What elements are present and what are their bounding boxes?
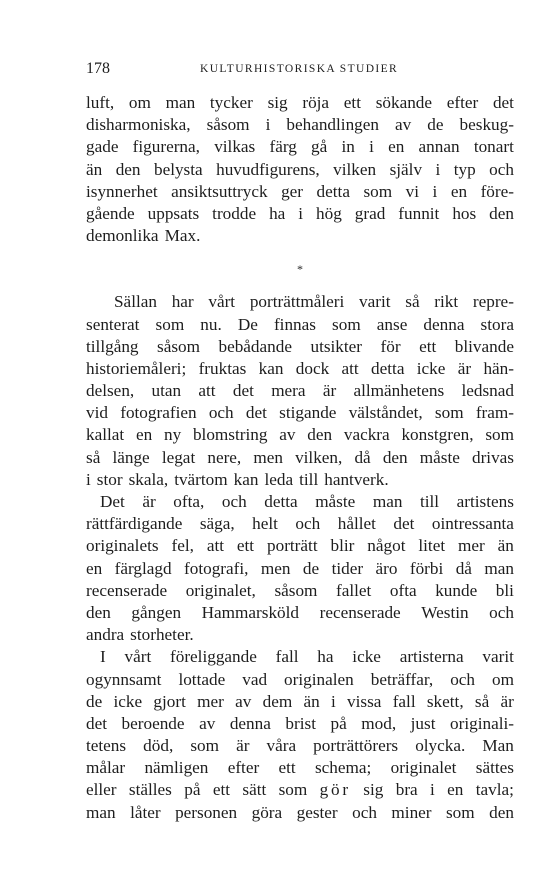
word: leda xyxy=(264,469,294,489)
word: har xyxy=(171,292,194,312)
word: mera xyxy=(271,381,306,401)
word: är xyxy=(322,381,337,401)
word: än xyxy=(86,159,103,179)
word: anse xyxy=(376,314,408,334)
word: som xyxy=(445,802,475,822)
word: som xyxy=(485,425,514,445)
word: ofta xyxy=(389,580,417,600)
word: fotografien xyxy=(120,403,197,423)
word: som xyxy=(332,314,361,334)
word: kunde xyxy=(435,580,478,600)
word: personen xyxy=(175,802,238,822)
word: originali- xyxy=(450,713,514,733)
word: stora xyxy=(480,314,514,334)
word: en xyxy=(450,181,468,201)
word: litet xyxy=(418,536,446,556)
word: kallat xyxy=(86,425,125,445)
word: av xyxy=(279,425,296,445)
word: än xyxy=(303,691,320,711)
word: ett xyxy=(343,93,361,112)
word: dock xyxy=(295,358,330,378)
word: detta xyxy=(264,492,298,511)
word: av xyxy=(395,115,412,135)
text-line xyxy=(86,358,514,380)
word: föreliggande xyxy=(170,647,257,667)
word: säga, xyxy=(199,514,235,534)
word: dem xyxy=(262,691,293,711)
word: utan xyxy=(151,381,182,401)
word: då xyxy=(455,558,472,578)
word: måste xyxy=(315,492,356,511)
word: utsikter xyxy=(310,336,363,356)
word: ett xyxy=(236,536,255,556)
page-header xyxy=(86,60,514,82)
spaced-emphasis-word: gör xyxy=(319,780,351,800)
word: vårt xyxy=(208,292,236,312)
word: själv xyxy=(389,159,423,179)
word: ointressanta xyxy=(431,514,514,534)
text-line xyxy=(86,558,514,580)
word: fall xyxy=(275,647,299,667)
word: sättes xyxy=(475,758,514,778)
word: Man xyxy=(482,736,514,756)
text-line xyxy=(86,602,514,624)
word: historiemåleri; xyxy=(86,358,187,378)
word: typ xyxy=(453,159,476,179)
word: legat xyxy=(161,447,196,467)
word: den xyxy=(382,447,408,467)
word: denna xyxy=(229,713,271,733)
word: porträttmåleri xyxy=(249,292,345,312)
word: ofta, xyxy=(173,492,205,511)
word: vilken, xyxy=(295,447,343,467)
word: hos xyxy=(452,203,477,223)
word: i xyxy=(435,159,441,179)
word: i xyxy=(331,691,336,711)
word: i xyxy=(430,780,435,800)
word: förbi xyxy=(409,558,444,578)
word: vilkas xyxy=(214,137,256,157)
text-line xyxy=(86,491,514,513)
word: är xyxy=(457,358,472,378)
word: röja xyxy=(302,93,330,112)
word: Westin xyxy=(421,602,469,622)
word: ställes xyxy=(128,780,172,800)
word: blir xyxy=(330,536,355,556)
word: tillgång xyxy=(86,336,139,356)
word: hän- xyxy=(483,358,514,378)
word: ansiktsuttryck xyxy=(171,181,268,201)
word: ger xyxy=(281,181,304,201)
word: olycka. xyxy=(415,736,466,756)
word: och xyxy=(489,159,514,179)
text-line xyxy=(86,203,514,225)
word: disharmoniska, xyxy=(86,115,191,135)
word: nere, xyxy=(207,447,242,467)
word: målar xyxy=(86,758,126,778)
word: figurerna, xyxy=(132,137,200,157)
word: isynnerhet xyxy=(86,181,158,201)
word: beträffar, xyxy=(370,669,434,689)
word: men xyxy=(253,447,283,467)
word: skala, xyxy=(128,469,169,489)
text-line xyxy=(86,314,514,336)
word: ha xyxy=(317,647,334,667)
word: som xyxy=(434,403,464,423)
paragraph-continuation xyxy=(86,92,514,247)
word: I xyxy=(100,647,106,667)
word: beskug- xyxy=(459,115,514,135)
word: vad xyxy=(242,669,268,689)
word: nämligen xyxy=(144,758,209,778)
text-line xyxy=(86,447,514,469)
word: porträtt xyxy=(267,536,318,556)
word: tider xyxy=(331,558,364,578)
word: vi xyxy=(405,181,420,201)
word: blivande xyxy=(454,336,514,356)
text-line xyxy=(86,757,514,779)
word: luft, xyxy=(86,93,115,112)
word: sätt xyxy=(242,780,267,800)
word: något xyxy=(367,536,406,556)
word: före- xyxy=(480,181,514,201)
text-line xyxy=(86,779,514,801)
paragraph xyxy=(86,491,514,646)
word: till xyxy=(419,492,440,511)
word: sökande xyxy=(375,93,433,112)
word: finnas xyxy=(273,314,316,334)
word: recenserade xyxy=(86,580,168,600)
word: man xyxy=(372,492,403,511)
word: det xyxy=(492,93,514,112)
word: vid xyxy=(86,403,108,423)
text-line xyxy=(86,291,514,313)
word: som xyxy=(155,314,185,334)
text-line xyxy=(86,713,514,735)
word: stor xyxy=(96,469,123,489)
text-line xyxy=(86,136,514,158)
word: gade xyxy=(86,137,119,157)
text-line xyxy=(86,469,514,491)
paragraph xyxy=(86,291,514,491)
word: så xyxy=(474,691,490,711)
section-separator: * xyxy=(297,262,303,277)
word: Sällan xyxy=(114,292,157,312)
word: låter xyxy=(130,802,161,822)
word: rättfärdigande xyxy=(86,514,183,534)
word: en xyxy=(447,780,464,800)
word: belysta xyxy=(153,159,203,179)
word: ha xyxy=(269,203,286,223)
word: gester xyxy=(296,802,338,822)
text-line xyxy=(86,181,514,203)
word: länge xyxy=(112,447,150,467)
word: huvudfigurens, xyxy=(216,159,320,179)
word: tvärtom xyxy=(174,469,228,489)
word: sig xyxy=(267,93,288,112)
word: att xyxy=(341,358,359,378)
word: det xyxy=(245,403,267,423)
word: ogynnsamt xyxy=(86,669,162,689)
word: Max. xyxy=(164,226,201,246)
word: grad xyxy=(354,203,386,223)
word: hållet xyxy=(337,514,376,534)
word: om xyxy=(128,93,151,112)
text-line xyxy=(86,336,514,358)
word: en xyxy=(135,425,153,445)
word: nu. xyxy=(200,314,222,334)
text-line xyxy=(86,92,514,114)
word: in xyxy=(341,137,355,157)
word: icke xyxy=(352,647,381,667)
word: i xyxy=(432,181,438,201)
word: och xyxy=(295,514,321,534)
word: man xyxy=(165,93,196,112)
word: senterat xyxy=(86,314,140,334)
word: blomstring xyxy=(192,425,268,445)
word: delsen, xyxy=(86,381,135,401)
word: originalets xyxy=(86,536,159,556)
word: att xyxy=(198,381,216,401)
word: såsom xyxy=(274,580,318,600)
word: artisterna xyxy=(399,647,464,667)
text-line xyxy=(86,402,514,424)
word: ett xyxy=(419,336,437,356)
word: välståndet, xyxy=(348,403,423,423)
text-line xyxy=(86,580,514,602)
word: kan xyxy=(233,469,259,489)
word: gå xyxy=(311,137,328,157)
word: schema; xyxy=(314,758,372,778)
text-line xyxy=(86,159,514,181)
word: varit xyxy=(359,292,391,312)
text-line xyxy=(86,225,514,247)
word: mer xyxy=(458,536,485,556)
word: icke xyxy=(416,358,446,378)
word: hög xyxy=(316,203,342,223)
word: äro xyxy=(375,558,398,578)
word: om xyxy=(492,669,514,689)
word: färglagd xyxy=(114,558,172,578)
word: så xyxy=(405,292,420,312)
word: är xyxy=(236,736,250,756)
word: drivas xyxy=(471,447,514,467)
word: än xyxy=(497,536,514,556)
word: den xyxy=(115,159,141,179)
word: vilken xyxy=(333,159,377,179)
word: så xyxy=(86,447,101,467)
word: i xyxy=(265,115,271,135)
word: tycker xyxy=(209,93,253,112)
word: uppsats xyxy=(147,203,200,223)
word: beroende xyxy=(121,713,185,733)
word: den xyxy=(489,203,514,223)
word: originalen xyxy=(284,669,354,689)
text-line xyxy=(86,646,514,668)
word: storheter. xyxy=(130,625,194,645)
word: recenserade xyxy=(319,602,401,622)
word: en xyxy=(388,137,405,157)
word: i xyxy=(369,137,374,157)
word: man xyxy=(484,558,514,578)
word: en xyxy=(86,558,103,578)
word: mod, xyxy=(361,713,397,733)
word: originalet, xyxy=(185,580,256,600)
word: efter xyxy=(446,93,479,112)
word: fram- xyxy=(475,403,514,423)
word: såsom xyxy=(206,115,250,135)
word: bra xyxy=(395,780,418,800)
word: som xyxy=(190,736,219,756)
word: ny xyxy=(163,425,182,445)
word: av xyxy=(235,691,252,711)
word: vackra xyxy=(343,425,390,445)
word: gjort xyxy=(153,691,186,711)
word: bebådande xyxy=(218,336,292,356)
word: fotografi, xyxy=(184,558,249,578)
word: i xyxy=(86,469,91,489)
word: då xyxy=(354,447,371,467)
word: göra xyxy=(251,802,283,822)
word: skett, xyxy=(426,691,464,711)
text-line xyxy=(86,114,514,136)
word: de xyxy=(427,115,444,135)
word: men xyxy=(260,558,291,578)
word: just xyxy=(410,713,436,733)
word: eller xyxy=(86,780,117,800)
text-line xyxy=(86,424,514,446)
text-line xyxy=(86,669,514,691)
word: det xyxy=(232,381,254,401)
word: tetens xyxy=(86,736,127,756)
word: de xyxy=(302,558,320,578)
word: rikt xyxy=(434,292,459,312)
word: originalet xyxy=(390,758,457,778)
word: artistens xyxy=(456,492,514,511)
text-line xyxy=(86,691,514,713)
word: stigande xyxy=(279,403,337,423)
word: färg xyxy=(269,137,297,157)
word: funnit xyxy=(398,203,440,223)
word: de xyxy=(86,691,103,711)
text-line xyxy=(86,735,514,757)
word: fel, xyxy=(171,536,194,556)
word: behandlingen xyxy=(286,115,379,135)
word: den xyxy=(86,602,111,622)
word: repre- xyxy=(472,292,514,312)
word: den xyxy=(489,802,514,822)
word: måste xyxy=(419,447,460,467)
word: som xyxy=(278,780,308,800)
word: fruktas xyxy=(198,358,247,378)
word: den xyxy=(307,425,333,445)
word: ledsnad xyxy=(461,381,514,401)
word: gående xyxy=(86,203,135,223)
text-line xyxy=(86,802,514,824)
text-line xyxy=(86,624,514,646)
word: gången xyxy=(131,602,182,622)
word: och xyxy=(352,802,377,822)
word: denna xyxy=(423,314,465,334)
word: Hammarsköld xyxy=(201,602,300,622)
word: miner xyxy=(391,802,432,822)
word: på xyxy=(184,780,201,800)
word: det xyxy=(393,514,415,534)
text-line xyxy=(86,513,514,535)
word: tavla; xyxy=(475,780,514,800)
word: är xyxy=(500,691,514,711)
word: Det xyxy=(100,492,125,511)
paragraph xyxy=(86,646,514,824)
word: att xyxy=(206,536,224,556)
text-line xyxy=(86,380,514,402)
word: fall xyxy=(392,691,416,711)
word: bli xyxy=(495,580,514,600)
word: fallet xyxy=(335,580,372,600)
word: för xyxy=(380,336,401,356)
body-text xyxy=(86,92,514,824)
word: efter xyxy=(227,758,260,778)
word: till xyxy=(299,469,319,489)
word: som xyxy=(363,181,393,201)
word: på xyxy=(330,713,347,733)
page-number: 178 xyxy=(86,60,110,77)
word: såsom xyxy=(157,336,200,356)
word: demonlika xyxy=(86,226,159,246)
word: ett xyxy=(278,758,296,778)
word: trodde xyxy=(212,203,257,223)
word: vissa xyxy=(347,691,382,711)
word: och xyxy=(221,492,247,511)
word: De xyxy=(237,314,258,334)
word: i xyxy=(298,203,304,223)
word: helt xyxy=(252,514,278,534)
word: våra xyxy=(266,736,297,756)
word: konstgren, xyxy=(401,425,474,445)
text-line xyxy=(86,535,514,557)
word: porträttörers xyxy=(313,736,399,756)
word: och xyxy=(489,602,514,622)
word: detta xyxy=(371,358,405,378)
word: annan xyxy=(418,137,460,157)
word: ett xyxy=(212,780,231,800)
word: brist xyxy=(285,713,316,733)
word: mer xyxy=(197,691,224,711)
word: och xyxy=(208,403,234,423)
word: är xyxy=(142,492,156,511)
word: av xyxy=(199,713,216,733)
word: det xyxy=(86,713,107,733)
word: varit xyxy=(482,647,514,667)
word: icke xyxy=(113,691,143,711)
word: tonart xyxy=(473,137,514,157)
word: hantverk. xyxy=(324,469,389,489)
word: kan xyxy=(258,358,284,378)
word: allmänhetens xyxy=(353,381,445,401)
word: detta xyxy=(316,181,350,201)
word: sig xyxy=(363,780,384,800)
word: lottade xyxy=(178,669,226,689)
word: vårt xyxy=(124,647,152,667)
running-title: KULTURHISTORISKA STUDIER xyxy=(200,63,399,75)
word: man xyxy=(86,802,116,822)
word: och xyxy=(450,669,476,689)
word: andra xyxy=(86,625,125,645)
word: död, xyxy=(143,736,174,756)
